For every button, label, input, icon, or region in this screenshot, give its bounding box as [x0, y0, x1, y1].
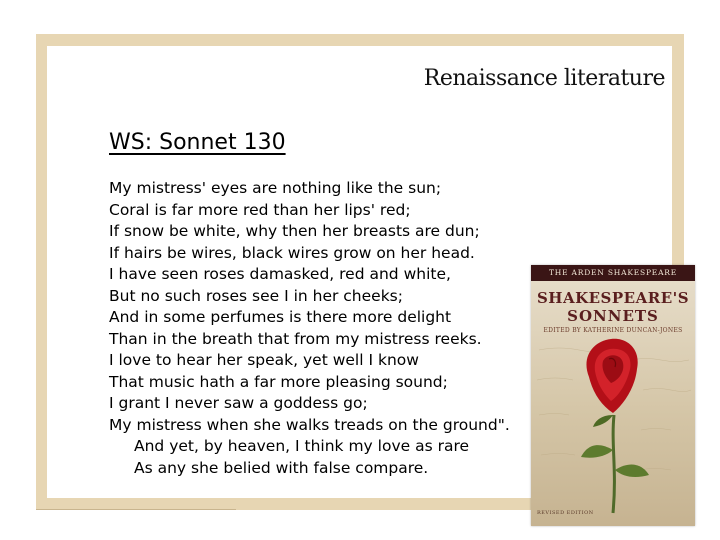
book-cover-image	[531, 265, 695, 526]
cover-title-line2: SONNETS	[567, 307, 659, 325]
poem-line: And in some perfumes is there more delight	[109, 308, 452, 326]
poem-line: But no such roses see I in her cheeks;	[109, 286, 403, 305]
frame-rule	[36, 509, 236, 510]
slide-header: Renaissance literature	[423, 66, 665, 91]
cover-series-label: THE ARDEN SHAKESPEARE	[548, 268, 678, 277]
poem-line: If hairs be wires, black wires grow on her head.	[109, 243, 475, 262]
cover-edition-label: REVISED EDITION	[537, 510, 594, 516]
poem-line: That music hath a far more pleasing sound;	[109, 372, 448, 391]
poem-couplet-line: And yet, by heaven, I think my love as rare	[134, 437, 470, 455]
poem-line: I grant I never saw a goddess go;	[109, 394, 368, 412]
poem-line: My mistress' eyes are nothing like the sun;	[109, 179, 442, 197]
poem-couplet-line: As any she belied with false compare.	[134, 458, 429, 477]
cover-title-line1: SHAKESPEARE'S	[536, 289, 690, 307]
poem-line: Than in the breath that from my mistress reeks.	[109, 329, 482, 348]
rose-icon	[531, 265, 695, 526]
poem-line: I love to hear her speak, yet well I know	[109, 351, 419, 369]
cover-editor: EDITED BY KATHERINE DUNCAN-JONES	[543, 327, 683, 334]
poem-line: Coral is far more red than her lips' red;	[109, 200, 411, 219]
poem-line: I have seen roses damasked, red and white,	[109, 265, 451, 283]
poem-line: My mistress when she walks treads on the ground".	[109, 415, 510, 434]
poem-line: If snow be white, why then her breasts are dun;	[109, 222, 480, 240]
sonnet-text	[109, 178, 510, 479]
slide-title: WS: Sonnet 130	[109, 130, 286, 155]
